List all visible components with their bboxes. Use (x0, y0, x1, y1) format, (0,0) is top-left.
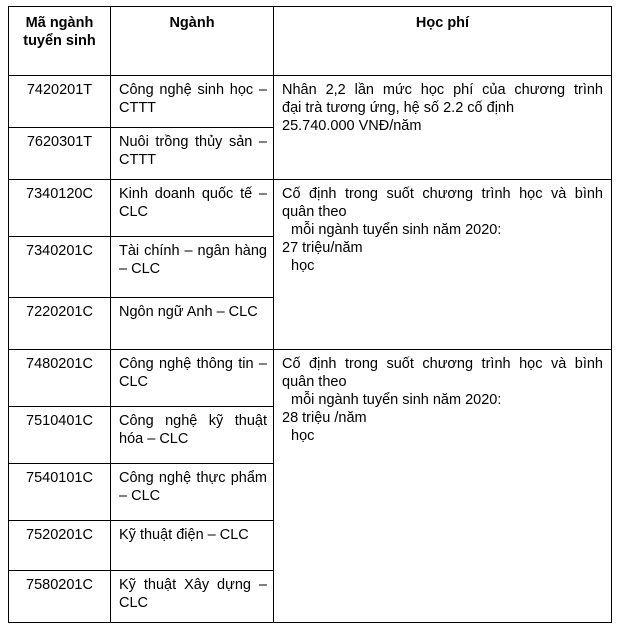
major-name: Tài chính – ngân hàng – CLC (111, 237, 274, 298)
fee-group-3 (274, 350, 612, 623)
major-code: 7520201C (9, 521, 111, 571)
fee-group-2 (274, 180, 612, 350)
major-name: Kỹ thuật Xây dựng – CLC (111, 571, 274, 623)
major-name: Kỹ thuật điện – CLC (111, 521, 274, 571)
header-fee: Học phí (274, 7, 612, 76)
fee-text: quân theo (282, 204, 347, 220)
table-row (9, 76, 612, 128)
fee-text: Nhân 2,2 lần mức học phí của chương trình (282, 82, 603, 98)
major-code: 7340201C (9, 237, 111, 298)
major-name: Nuôi trồng thủy sản – CTTT (111, 128, 274, 180)
major-name: Công nghệ sinh học – CTTT (111, 76, 274, 128)
fee-text: Cố định trong suốt chương trình học và bình (282, 186, 603, 202)
major-code: 7340120C (9, 180, 111, 237)
fee-text: 28 triệu /năm (282, 410, 367, 426)
major-code: 7620301T (9, 128, 111, 180)
header-code: Mã ngành tuyển sinh (9, 7, 111, 76)
major-name: Công nghệ thông tin – CLC (111, 350, 274, 407)
major-code: 7580201C (9, 571, 111, 623)
major-code: 7510401C (9, 407, 111, 464)
major-name: Công nghệ kỹ thuật hóa – CLC (111, 407, 274, 464)
fee-text: học (291, 428, 315, 444)
major-name: Công nghệ thực phẩm – CLC (111, 464, 274, 521)
fee-text: 27 triệu/năm (282, 240, 363, 256)
fee-text: quân theo (282, 374, 347, 390)
fee-text: 25.740.000 VNĐ/năm (282, 118, 422, 134)
major-code: 7480201C (9, 350, 111, 407)
table-row (9, 350, 612, 407)
fee-group-1 (274, 76, 612, 180)
tuition-table (8, 6, 612, 623)
major-code: 7220201C (9, 298, 111, 350)
fee-text: Cố định trong suốt chương trình học và bình (282, 356, 603, 372)
header-major: Ngành (111, 7, 274, 76)
fee-text: đại trà tương ứng, hệ số 2.2 cố định (282, 100, 515, 116)
table-row (9, 180, 612, 237)
major-code: 7420201T (9, 76, 111, 128)
fee-text: học (291, 258, 315, 274)
header-row (9, 7, 612, 76)
major-code: 7540101C (9, 464, 111, 521)
major-name: Kinh doanh quốc tế – CLC (111, 180, 274, 237)
fee-text: mỗi ngành tuyển sinh năm 2020: (291, 392, 502, 408)
fee-text: mỗi ngành tuyển sinh năm 2020: (291, 222, 502, 238)
major-name: Ngôn ngữ Anh – CLC (111, 298, 274, 350)
